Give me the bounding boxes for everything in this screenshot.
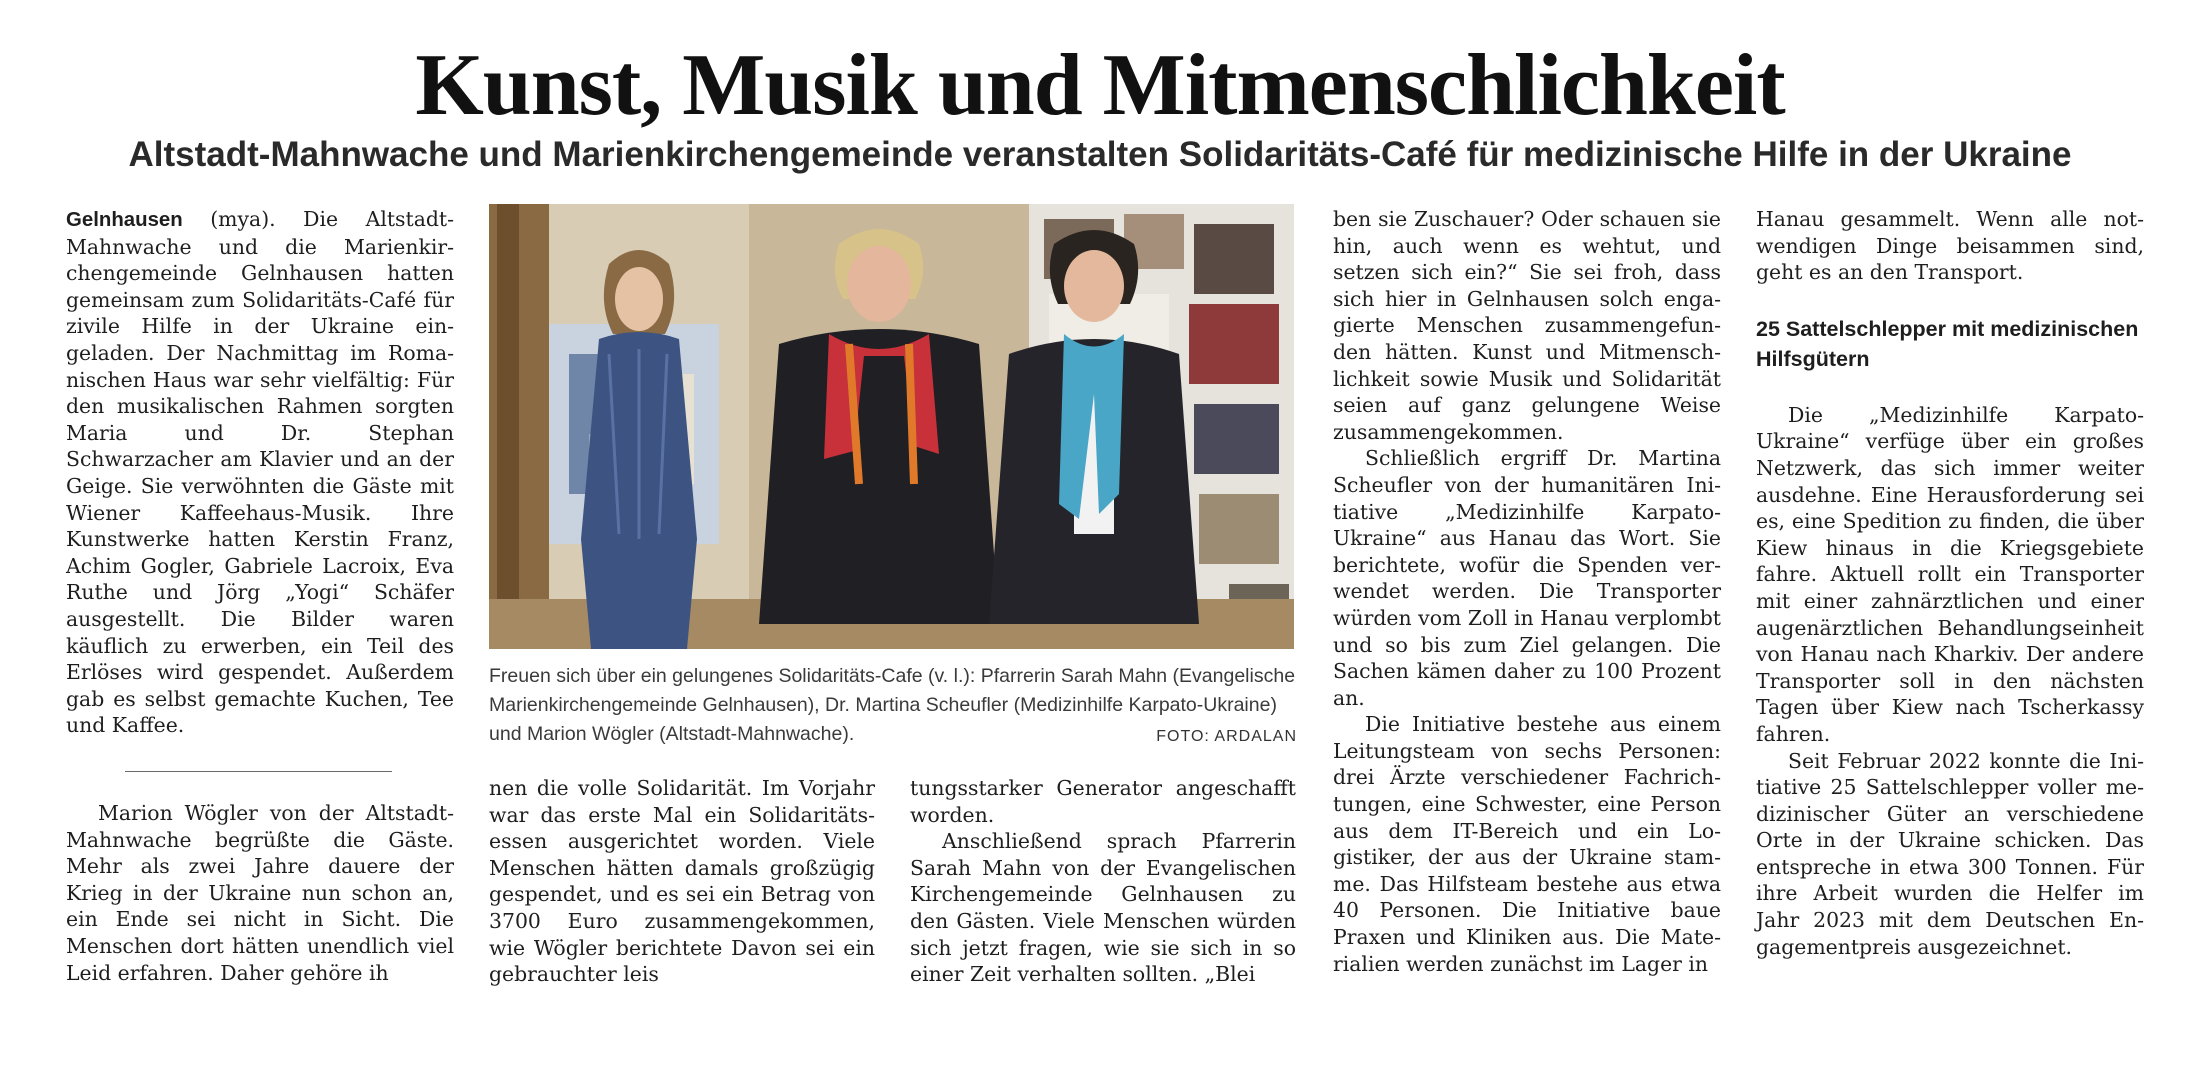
article-column-4 bbox=[1333, 206, 1721, 977]
section-divider bbox=[125, 771, 392, 772]
paragraph: Die Initiative bestehe aus einem Leitungsteam von sechs Personen: drei Ärzte verschiedener Fachrichtungen, eine Schwester, eine Person aus dem IT-Bereich und ein Logistiker, der aus der Ukraine stamme. Das Hilfsteam bestehe aus etwa 40 Personen. Die Initiative baue Praxen und Kliniken aus. Die Materialien werden zunächst im Lager in bbox=[1333, 712, 1721, 976]
subheadline: Altstadt-Mahnwache und Marienkirchengemeinde veranstalten Solidaritäts-Café für medizinische Hilfe in der Ukraine bbox=[128, 135, 2072, 174]
photo-caption bbox=[489, 662, 1297, 751]
article-column-1-intro bbox=[66, 206, 454, 739]
paragraph: Schließlich ergriff Dr. Martina Scheufler von der humanitären Initiative „Medizinhilfe Karpato-Ukraine“ aus Hanau das Wort. Sie berichtete, wofür die Spenden verwendet werden. Die Transporter würden vom Zoll in Hanau verplombt und so bis zum Ziel gelangen. Die Sachen kämen daher zu 100 Prozent an. bbox=[1333, 446, 1721, 710]
section-subheading: 25 Sattelschlepper mit medizinischen Hilfsgütern bbox=[1756, 316, 2139, 371]
paragraph: Hanau gesammelt. Wenn alle notwendigen Dinge beisammen sind, geht es an den Transport. bbox=[1756, 207, 2144, 285]
paragraph: ben sie Zuschauer? Oder schauen sie hin, auch wenn es wehtut, und setzen sich ein?“ Sie sei froh, dass sich hier in Gelnhausen solch engagierte Menschen zusammengefunden hätten. Kunst und Mitmenschlichkeit sowie Musik und Solidarität seien auf ganz gelungene Weise zusammengekommen. bbox=[1333, 207, 1721, 444]
article-column-3-lower bbox=[910, 775, 1296, 988]
paragraph: nen die volle Solidarität. Im Vorjahr war das erste Mal ein Solidaritätsessen ausgerichtet worden. Viele Menschen hätten damals großzügig gespendet, und es sei ein Betrag von 3700 Euro zusammengekommen, wie Wögler berichtete Davon sei ein gebrauchter leis bbox=[489, 776, 875, 987]
intro-paragraph bbox=[66, 206, 454, 739]
article-column-1-lower bbox=[66, 800, 454, 986]
intro-text: (mya). Die Altstadt-Mahnwache und die Marienkirchengemeinde Gelnhausen hatten gemeinsam zum Solidaritäts-Café für zivile Hilfe in der Ukraine eingeladen. Der Nachmittag im Romanischen Haus war sehr vielfältig: Für den musikalischen Rahmen sorgten Maria und Dr. Stephan Schwarzacher am Klavier und an der Geige. Sie verwöhnten die Gäste mit Wiener Kaffeehaus-Musik. Ihre Kunstwerke hatten Kerstin Franz, Achim Gogler, Gabriele Lacroix, Eva Ruthe und Jörg „Yogi“ Schäfer ausgestellt. Die Bilder waren käuflich zu erwerben, ein Teil des Erlöses wird gespendet. Außerdem gab es selbst gemachte Kuchen, Tee und Kaffee. bbox=[66, 207, 454, 738]
photo-credit: FOTO: ARDALAN bbox=[1156, 728, 1297, 745]
caption-text: Freuen sich über ein gelungenes Solidaritäts-Cafe (v. l.): Pfarrerin Sarah Mahn (Evangelische Marienkirchengemeinde Gelnhausen), Dr. Martina Scheufler (Medizinhilfe Karpato-Ukraine) und Marion Wögler (Altstadt-Mahnwache). bbox=[489, 665, 1296, 745]
headline: Kunst, Musik und Mitmenschlichkeit bbox=[415, 37, 1785, 134]
paragraph: Anschließend sprach Pfarrerin Sarah Mahn von der Evangelischen Kirchengemeinde Gelnhausen zu den Gästen. Viele Menschen würden sich jetzt fragen, wie sie sich in so einer Zeit verhalten sollten. „Blei bbox=[910, 829, 1296, 987]
article-column-5 bbox=[1756, 206, 2144, 960]
article-photo bbox=[489, 204, 1294, 649]
photo-illustration bbox=[489, 204, 1294, 649]
paragraph: Marion Wögler von der Altstadt-Mahnwache begrüßte die Gäste. Mehr als zwei Jahre dauere der Krieg in der Ukraine nun schon an, ein Ende sei nicht in Sicht. Die Menschen dort hätten unendlich viel Leid erfahren. Daher gehöre ih bbox=[66, 801, 454, 985]
article-column-2-lower bbox=[489, 775, 875, 988]
paragraph: tungsstarker Generator angeschafft worden. bbox=[910, 776, 1296, 827]
paragraph: Die „Medizinhilfe Karpato-Ukraine“ verfüge über ein großes Netzwerk, das sich immer weiter ausdehne. Eine Herausforderung sei es, eine Spedition zu finden, die über Kiew hinaus in die Kriegsgebiete fahre. Aktuell rollt ein Transporter mit einer zahnärztlichen und einer augenärztlichen Behandlungseinheit von Hanau nach Kharkiv. Der andere Transporter soll in den nächsten Tagen über Kiew nach Tscherkassy fahren. bbox=[1756, 402, 2144, 746]
paragraph: Seit Februar 2022 konnte die Initiative 25 Sattelschlepper voller medizinischer Güter an verschiedene Orte in der Ukraine schicken. Das entspreche in etwa 300 Tonnen. Für ihre Arbeit wurden die Helfer im Jahr 2023 mit dem Deutschen Engagementpreis ausgezeichnet. bbox=[1756, 748, 2144, 959]
dateline: Gelnhausen bbox=[66, 209, 183, 231]
